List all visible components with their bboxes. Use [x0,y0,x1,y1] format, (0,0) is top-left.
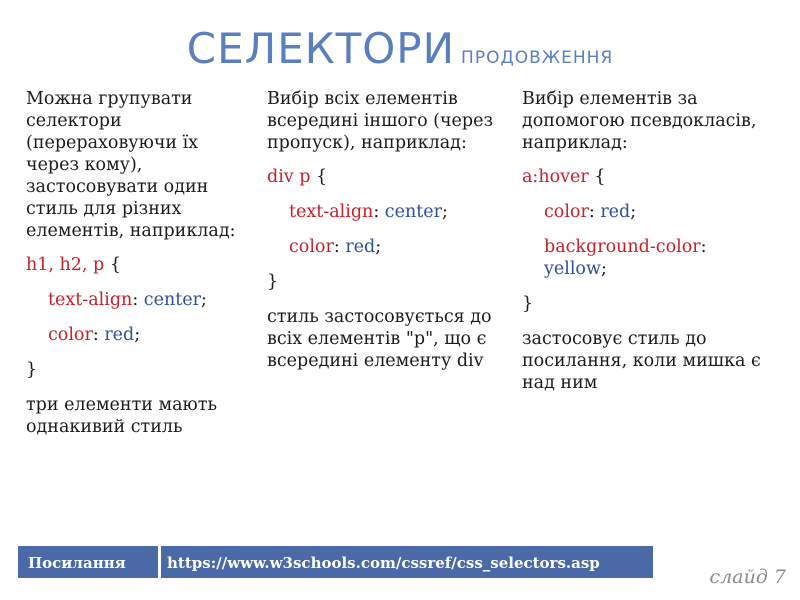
grouping-decl1: text-align: center; [48,290,207,310]
pseudoclass-close-brace: } [522,294,534,314]
slide-title-main: СЕЛЕКТОРИ [186,24,456,73]
pseudoclass-decl1-value: red [600,202,631,222]
pseudoclass-open-brace: { [594,167,606,187]
links-url[interactable]: https://www.w3schools.com/cssref/css_selectors.asp [161,546,653,578]
descendant-decl2: color: red; [289,237,382,257]
grouping-decl1-value: center [143,290,201,310]
grouping-open-brace: { [109,255,121,275]
pseudoclass-outro: застосовує стиль до посилання, коли мишка є над ним [522,329,761,393]
pseudoclass-decl1: color: red; [544,202,637,222]
descendant-decl1-value: center [384,202,442,222]
descendant-close-brace: } [267,272,279,292]
slide-number: слайд 7 [709,566,786,588]
descendant-selector: div p [267,167,311,187]
descendant-decl1: text-align: center; [289,202,448,222]
links-table [17,545,654,579]
descendant-open-brace: { [316,167,328,187]
grouping-intro: Можна групувати селектори (перераховуючи їх через кому), застосовувати один стиль для різних елементів, наприклад: [26,89,236,241]
pseudoclass-selector-line [522,166,762,188]
links-label: Посилання [18,546,158,578]
grouping-selector: h1, h2, p [26,255,105,275]
descendant-decl1-prop: text-align [289,202,374,222]
pseudoclass-decl1-prop: color [544,202,589,222]
pseudoclass-decl2: background-color: yellow; [544,237,707,279]
pseudoclass-decl2-prop: background-color [544,237,701,257]
pseudoclass-decl2-value: yellow [544,259,601,279]
grouping-outro: три елементи мають однакивий стиль [26,395,217,437]
pseudoclass-intro: Вибір елементів за допомогою псевдокласів, наприклад: [522,89,757,153]
pseudoclass-selector: a:hover [522,167,589,187]
grouping-close-brace: } [26,360,38,380]
grouping-decl2-value: red [104,325,135,345]
descendant-selector-line [267,166,497,188]
slide-title [0,24,800,73]
column-descendant [267,88,497,384]
column-grouping [26,88,248,450]
descendant-decl2-prop: color [289,237,334,257]
grouping-decl1-prop: text-align [48,290,133,310]
descendant-intro: Вибір всіх елементів всередині іншого (через пропуск), наприклад: [267,89,494,153]
grouping-selector-line [26,254,248,276]
grouping-decl2: color: red; [48,325,141,345]
slide-title-sub: ПРОДОВЖЕННЯ [461,48,614,68]
descendant-decl2-value: red [345,237,376,257]
column-pseudoclass [522,88,762,406]
descendant-outro: стиль застосовується до всіх елементів "p", що є всередині елементу div [267,307,492,371]
grouping-decl2-prop: color [48,325,93,345]
